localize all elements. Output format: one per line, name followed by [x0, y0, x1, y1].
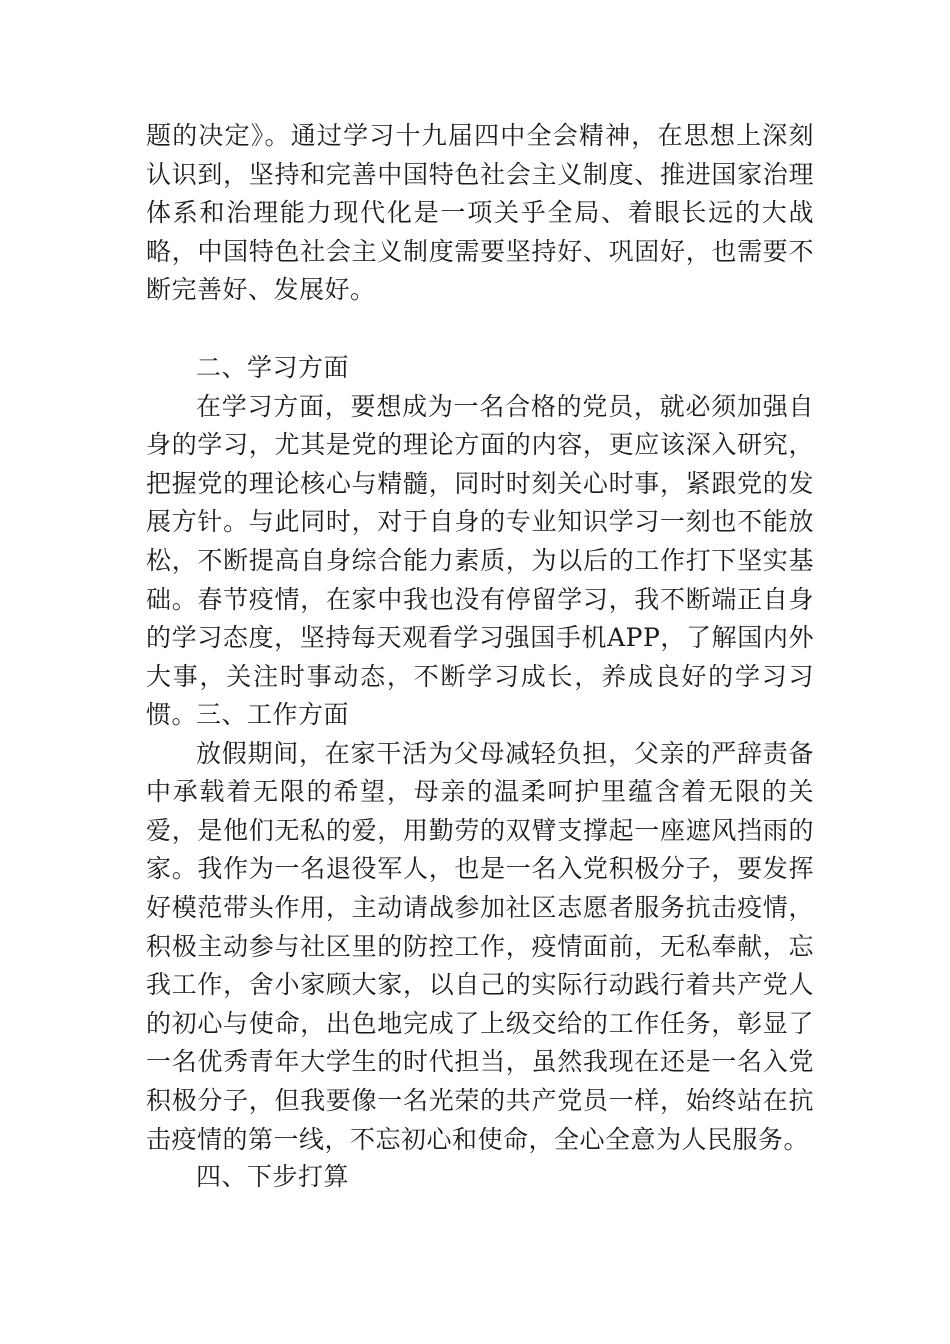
- section-heading-work: 三、工作方面: [196, 700, 350, 729]
- continuation-block: [146, 117, 814, 310]
- section-work: [146, 696, 814, 1159]
- section-body-study: 在学习方面，要想成为一名合格的党员，就必须加强自身的学习，尤其是党的理论方面的内容，更应该深入研究，把握党的理论核心与精髓，同时时刻关心时事，紧跟党的发展方针。与此同时，对于自身的专业知识学习一刻也不能放松，不断提高自身综合能力素质，为以后的工作打下坚实基础。春节疫情，在家中我也没有停留学习，我不断端正自身的学习态度，坚持每天观看学习强国手机APP，了解国内外大事，关注时事动态，不断学习成长，养成良好的学习习惯。: [146, 391, 814, 730]
- continuation-paragraph: 题的决定》。通过学习十九届四中全会精神，在思想上深刻认识到，坚持和完善中国特色社会主义制度、推进国家治理体系和治理能力现代化是一项关乎全局、着眼长远的大战略，中国特色社会主义制度需要坚持好、巩固好，也需要不断完善好、发展好。: [146, 121, 814, 305]
- section-study: [146, 349, 814, 735]
- section-heading-next-steps: 四、下步打算: [196, 1162, 350, 1191]
- section-next-steps: [146, 1158, 814, 1197]
- section-heading-study: 二、学习方面: [196, 353, 350, 382]
- section-body-work: 放假期间，在家干活为父母减轻负担，父亲的严辞责备中承载着无限的希望，母亲的温柔呵护里蕴含着无限的关爱，是他们无私的爱，用勤劳的双臂支撑起一座遮风挡雨的家。我作为一名退役军人，也是一名入党积极分子，要发挥好模范带头作用，主动请战参加社区志愿者服务抗击疫情，积极主动参与社区里的防控工作，疫情面前，无私奉献，忘我工作，舍小家顾大家，以自己的实际行动践行着共产党人的初心与使命，出色地完成了上级交给的工作任务，彰显了一名优秀青年大学生的时代担当，虽然我现在还是一名入党积极分子，但我要像一名光荣的共产党员一样，始终站在抗击疫情的第一线，不忘初心和使命，全心全意为人民服务。: [146, 738, 814, 1154]
